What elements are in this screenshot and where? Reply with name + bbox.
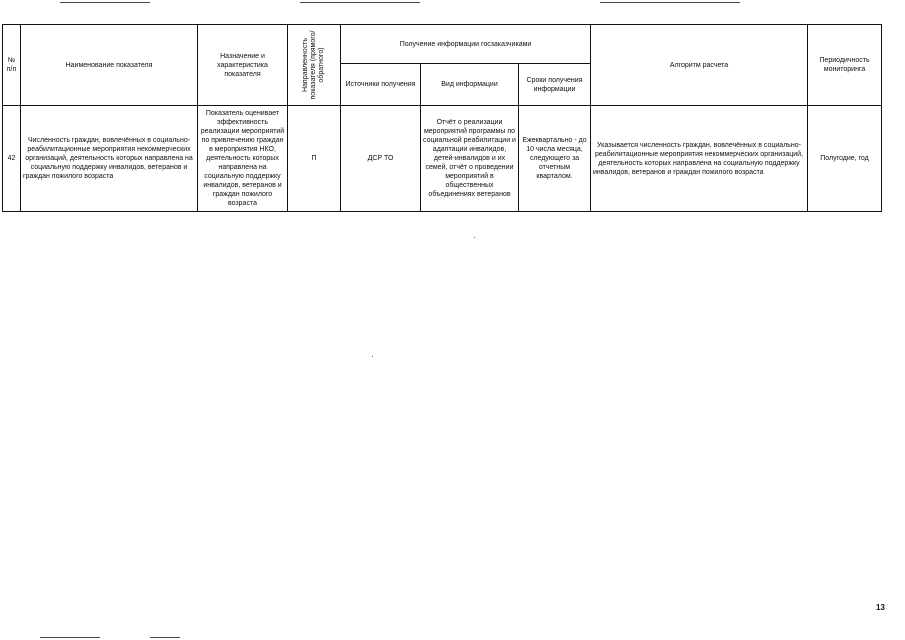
header-info-group: Получение информации госзаказчиками — [341, 25, 591, 64]
header-periodicity: Периодичность мониторинга — [808, 25, 882, 106]
cell-info-type: Отчёт о реализации мероприятий программы по социальной реабилитации и адаптации инвалидов, детей-инвалидов и их семей, отчёт о проведении мероприятий в общественных объединениях ветеранов — [421, 106, 519, 212]
table-row — [3, 106, 882, 212]
page-number: 13 — [876, 603, 885, 612]
header-indicator-name: Наименование показателя — [21, 25, 198, 106]
scan-speck — [372, 356, 373, 357]
header-info-type: Вид информации — [421, 64, 519, 106]
header-terms: Сроки получения информации — [519, 64, 591, 106]
header-num: № п/п — [3, 25, 21, 106]
cell-purpose: Показатель оценивает эффективность реализации мероприятий по привлечению граждан в мероприятия НКО, деятельность которых направлена на социальную поддержку инвалидов, ветеранов и граждан пожилого возраста — [198, 106, 288, 212]
cell-num: 42 — [3, 106, 21, 212]
header-purpose: Назначение и характеристика показателя — [198, 25, 288, 106]
scan-artifact-bottom — [150, 637, 180, 638]
header-direction — [288, 25, 341, 106]
scan-artifact-bottom — [40, 637, 100, 638]
cell-algorithm: Указывается численность граждан, вовлечённых в социально-реабилитационные мероприятия некоммерческих организаций, деятельность которых направлена на социальную поддержку инвалидов, ветеранов и граждан пожилого возраста — [591, 106, 808, 212]
header-algorithm: Алгоритм расчета — [591, 25, 808, 106]
cell-sources: ДСР ТО — [341, 106, 421, 212]
cell-terms: Ежеквартально - до 10 числа месяца, следующего за отчетным кварталом. — [519, 106, 591, 212]
header-direction-text: Направленность показателя (прямого/обратного) — [302, 30, 325, 100]
indicators-table — [2, 24, 882, 212]
header-row-1 — [3, 25, 882, 64]
cell-periodicity: Полугодие, год — [808, 106, 882, 212]
cell-indicator-name: Численность граждан, вовлечённых в социально-реабилитационные мероприятия некоммерческих организаций, деятельность которых направлена на социальную поддержку инвалидов, ветеранов и граждан пожилого возраста — [21, 106, 198, 212]
header-sources: Источники получения — [341, 64, 421, 106]
scan-artifact-top — [600, 2, 740, 3]
cell-direction: П — [288, 106, 341, 212]
scan-speck — [474, 237, 475, 238]
scan-artifact-top — [300, 2, 420, 3]
scan-artifact-top — [60, 2, 150, 3]
